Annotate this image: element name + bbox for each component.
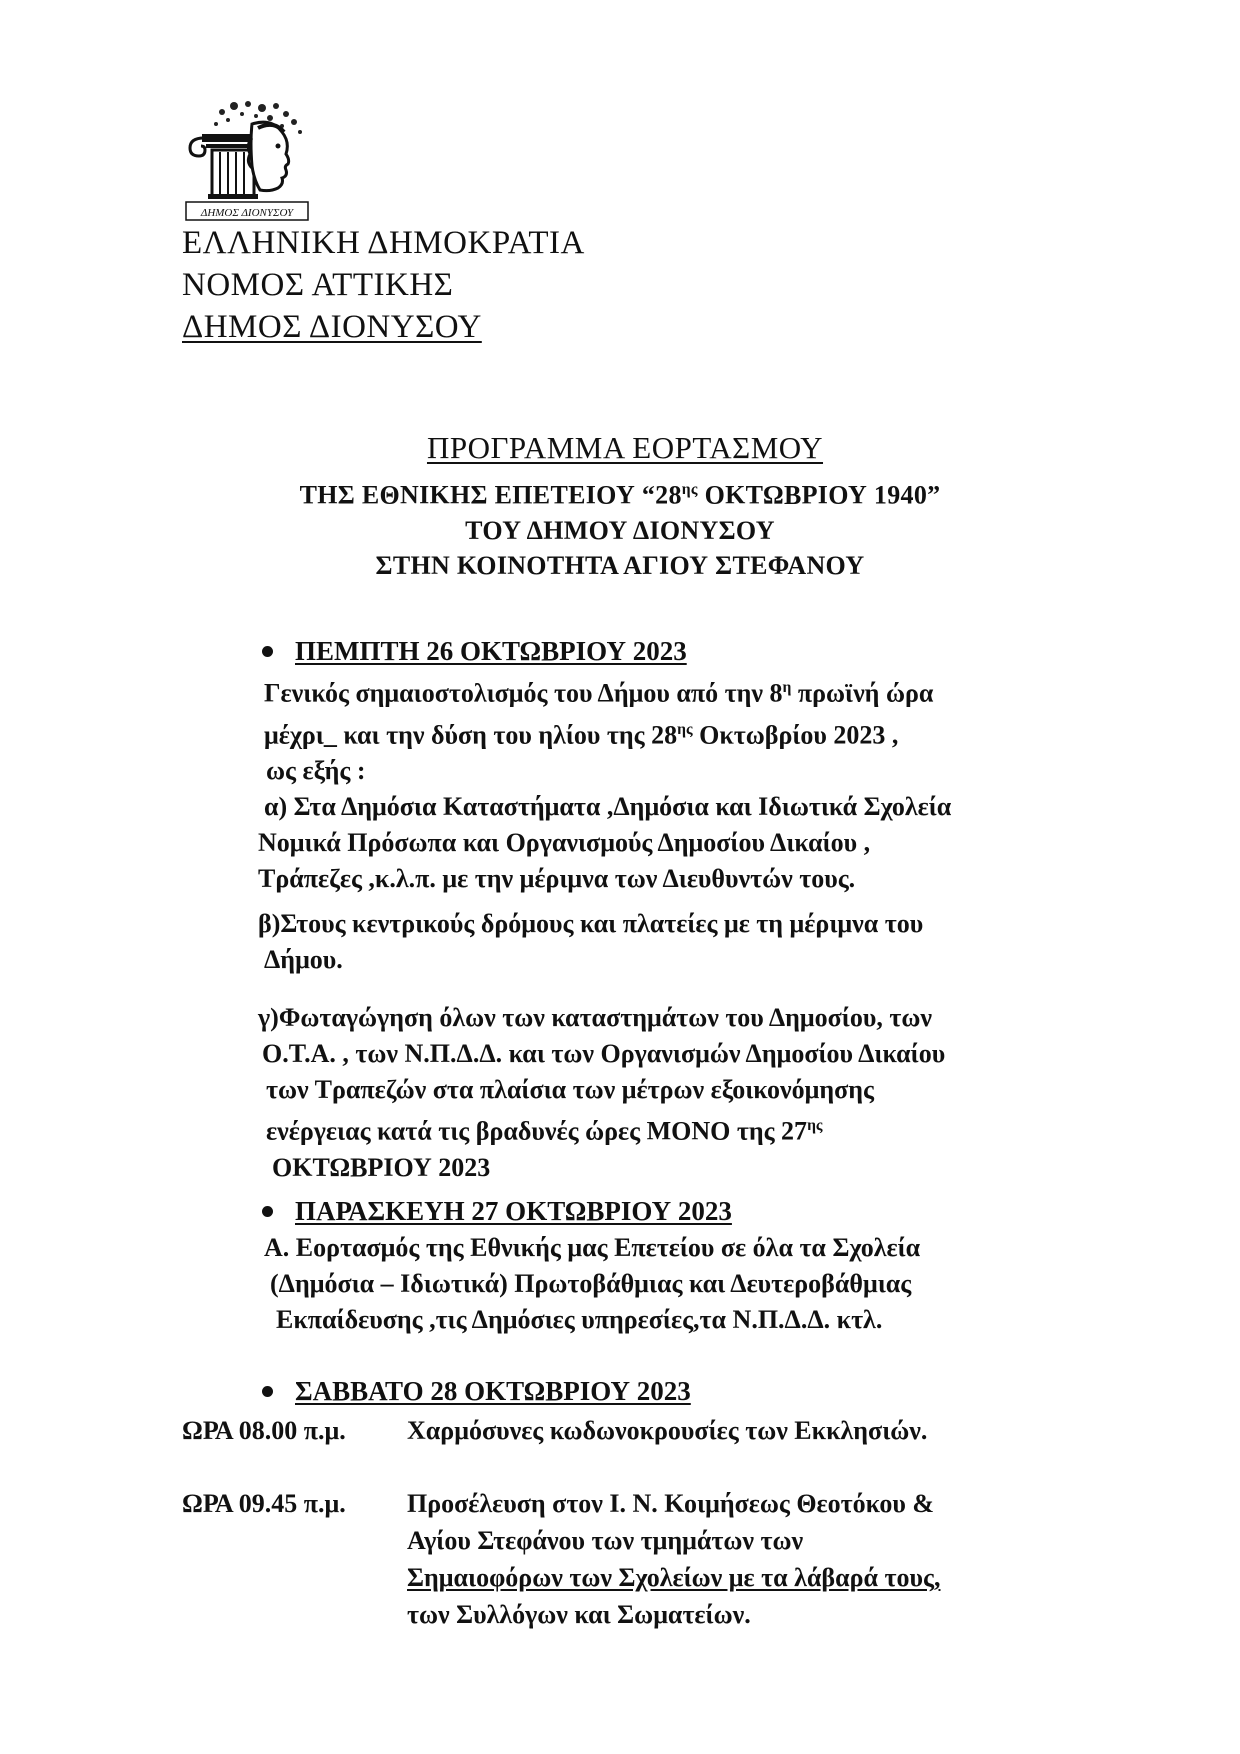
bullet-icon bbox=[262, 646, 273, 657]
day1-item-b: β)Στους κεντρικούς δρόμους και πλατείες με τη μέριμνα του Δήμου. bbox=[258, 909, 924, 974]
day2-body: Α. Εορτασμός της Εθνικής μας Επετείου σε όλα τα Σχολεία (Δημόσια – Ιδιωτικά) Πρωτοβάθμιας και Δευτεροβάθμιας Εκπαίδευσης ,τις Δημόσιες υπηρεσίες,τα Ν.Π.Δ.Δ. κτλ. bbox=[264, 1233, 921, 1334]
day3-heading: ΣΑΒΒΑΤΟ 28 ΟΚΤΩΒΡΙΟΥ 2023 bbox=[262, 1376, 691, 1407]
document-header bbox=[182, 222, 585, 348]
municipality-logo bbox=[182, 98, 314, 222]
title-community: ΣΤΗΝ ΚΟΙΝΟΤΗΤΑ ΑΓΙΟΥ ΣΤΕΦΑΝΟΥ bbox=[375, 550, 865, 580]
bullet-icon bbox=[262, 1386, 273, 1397]
logo-caption: ΔΗΜΟΣ ΔΙΟΝΥΣΟΥ bbox=[200, 207, 294, 219]
dionysus-head-column-icon bbox=[182, 98, 314, 222]
schedule-time: ΩΡΑ 09.45 π.μ. bbox=[182, 1489, 346, 1518]
day1-heading: ΠΕΜΠΤΗ 26 ΟΚΤΩΒΡΙΟΥ 2023 bbox=[262, 636, 687, 667]
header-country: ΕΛΛΗΝΙΚΗ ΔΗΜΟΚΡΑΤΙΑ bbox=[182, 225, 585, 261]
day1-body: Γενικός σημαιοστολισμός του Δήμου από την $8^\eta$ πρωϊνή ώρα μέχρι_ και την δύση του ηλίου της $28^{\eta\varsigma}$ Οκτωβρίου 2023 , ως εξής : α) Στα Δημόσια Καταστήματα ,Δημόσια και Ιδιωτικά Σχολεία Νομικά Πρόσωπα και Οργανισμούς Δημοσίου Δικαίου , Τράπεζες ,κ.λ.π. με την μέριμνα των Διευθυντών τους. bbox=[258, 678, 952, 894]
header-prefecture: ΝΟΜΟΣ ΑΤΤΙΚΗΣ bbox=[182, 267, 454, 303]
day2-heading: ΠΑΡΑΣΚΕΥΗ 27 ΟΚΤΩΒΡΙΟΥ 2023 bbox=[262, 1196, 732, 1227]
schedule-time: ΩΡΑ 08.00 π.μ. bbox=[182, 1416, 346, 1445]
header-municipality: ΔΗΜΟΣ ΔΙΟΝΥΣΟΥ bbox=[182, 309, 482, 345]
day1-item-c: γ)Φωταγώγηση όλων των καταστημάτων του Δημοσίου, των Ο.Τ.Α. , των Ν.Π.Δ.Δ. και των Οργανισμών Δημοσίου Δικαίου των Τραπεζών στα πλαίσια των μέτρων εξοικονόμησης ενέργειας κατά τις βραδυνές ώρες ΜΟΝΟ της $27^{\eta\varsigma}$ ΟΚΤΩΒΡΙΟΥ 2023 bbox=[258, 1003, 946, 1182]
program-title: ΠΡΟΓΡΑΜΜΑ ΕΟΡΤΑΣΜΟΥ bbox=[426, 430, 824, 465]
program-title-block bbox=[0, 430, 1240, 583]
title-anniversary: ΤΗΣ ΕΘΝΙΚΗΣ ΕΠΕΤΕΙΟΥ “$28^{\eta\varsigma}$ ΟΚΤΩΒΡΙΟΥ 1940” bbox=[299, 480, 941, 510]
title-municipality: ΤΟΥ ΔΗΜΟΥ ΔΙΟΝΥΣΟΥ bbox=[465, 515, 775, 545]
bullet-icon bbox=[262, 1206, 273, 1217]
schedule-description: Χαρμόσυνες κωδωνοκρουσίες των Εκκλησιών. bbox=[407, 1416, 928, 1445]
schedule-description: Προσέλευση στον Ι. Ν. Κοιμήσεως Θεοτόκου & Αγίου Στεφάνου των τμημάτων των Σημαιοφόρων των Σχολείων με τα λάβαρά τους, των Συλλόγων και Σωματείων. bbox=[407, 1489, 941, 1629]
